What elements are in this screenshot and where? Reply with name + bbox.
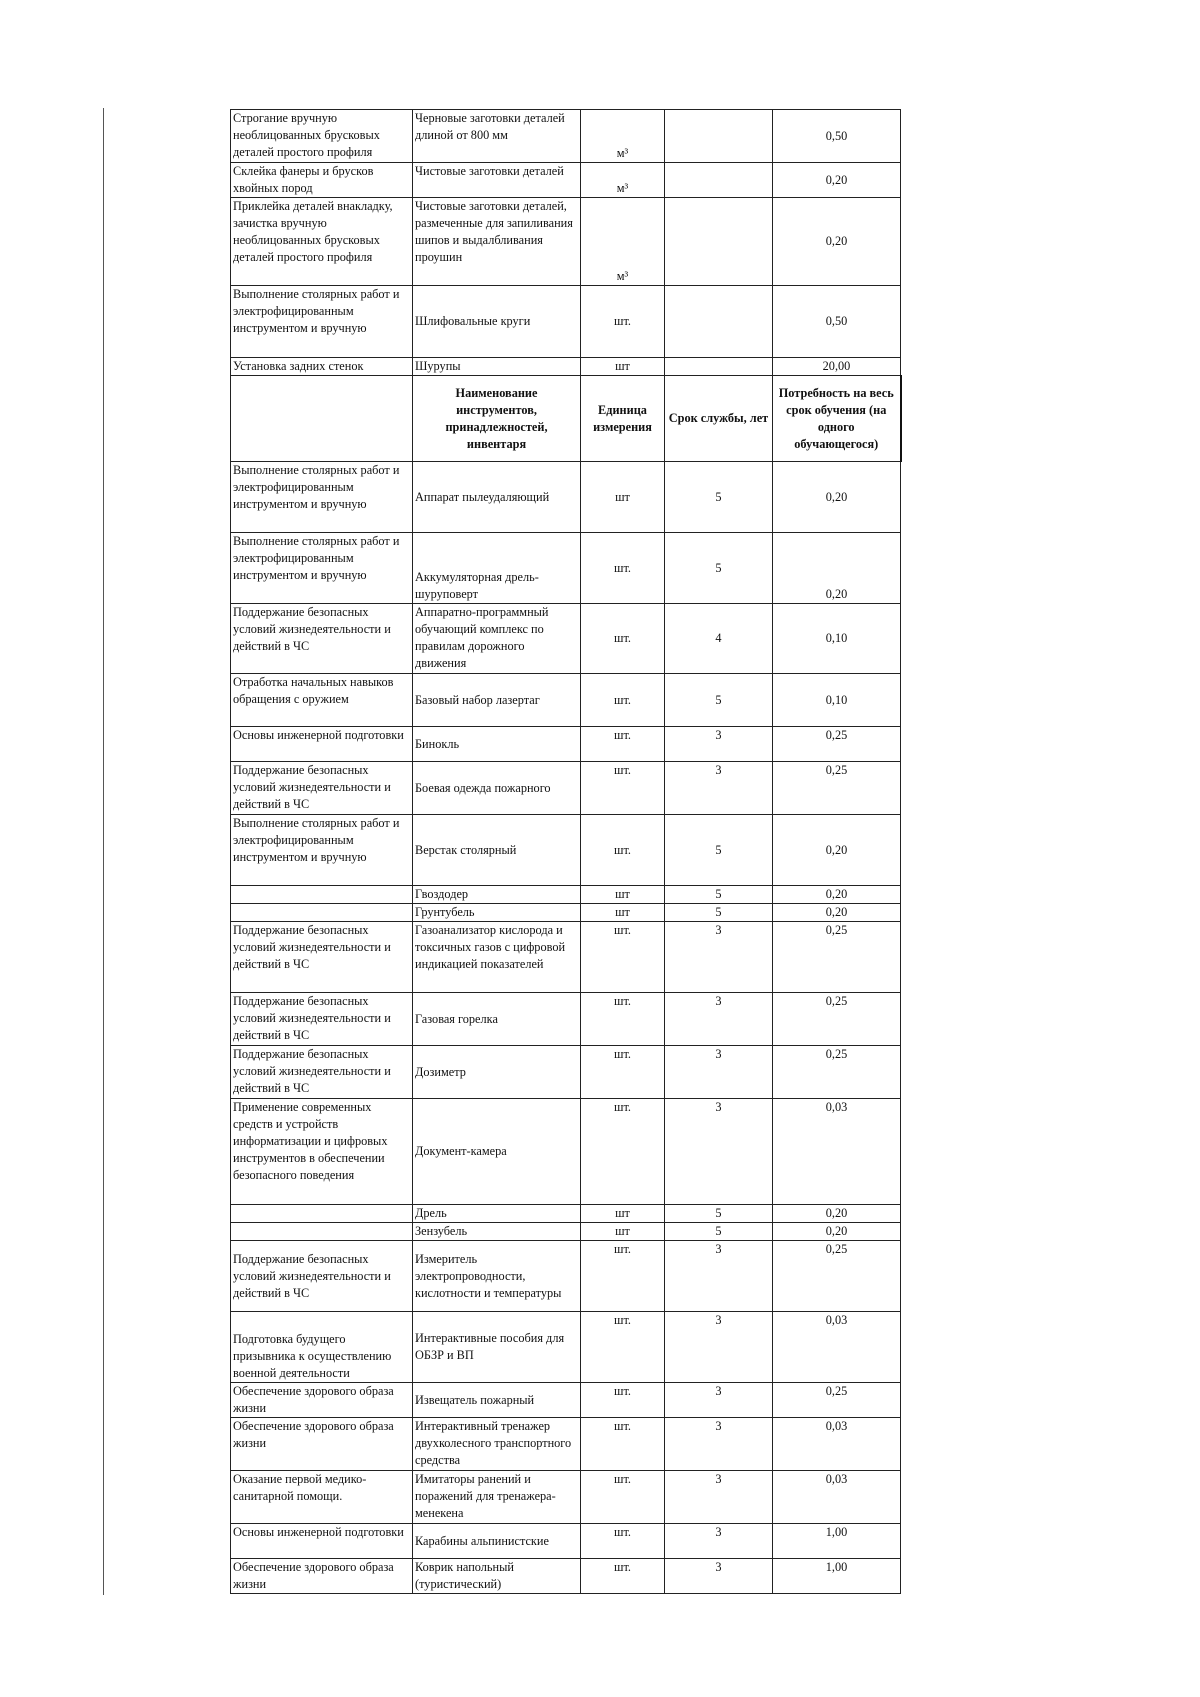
table-row — [231, 358, 901, 376]
item-cell: Шлифовальные круги — [413, 286, 581, 358]
activity-cell: Подготовка будущего призывника к осуществлению военной деятельности — [231, 1312, 413, 1383]
table-row — [231, 904, 901, 922]
table-row — [231, 1471, 901, 1524]
need-cell: 20,00 — [773, 358, 901, 376]
unit-cell: шт. — [581, 533, 665, 604]
table-row — [231, 1223, 901, 1241]
table-row — [231, 1418, 901, 1471]
item-cell: Интерактивный тренажер двухколесного транспортного средства — [413, 1418, 581, 1471]
item-cell: Карабины альпинистские — [413, 1524, 581, 1559]
header-need: Потребность на весь срок обучения (на одного обучающегося) — [773, 376, 901, 462]
unit-cell: м³ — [581, 198, 665, 286]
unit-cell: шт. — [581, 1312, 665, 1383]
item-cell: Бинокль — [413, 727, 581, 762]
table-row — [231, 533, 901, 604]
need-cell: 0,20 — [773, 1205, 901, 1223]
need-cell: 0,03 — [773, 1099, 901, 1205]
item-cell: Базовый набор лазертаг — [413, 674, 581, 727]
need-cell: 0,20 — [773, 462, 901, 533]
need-cell: 0,25 — [773, 993, 901, 1046]
activity-cell: Поддержание безопасных условий жизнедеятельности и действий в ЧС — [231, 993, 413, 1046]
unit-cell: шт — [581, 462, 665, 533]
activity-cell — [231, 904, 413, 922]
activity-cell — [231, 886, 413, 904]
activity-cell: Выполнение столярных работ и электрофицированным инструментом и вручную — [231, 815, 413, 886]
life-cell: 5 — [665, 674, 773, 727]
table-row — [231, 815, 901, 886]
equipment-table — [230, 109, 902, 1594]
header-unit: Единица измерения — [581, 376, 665, 462]
activity-cell: Выполнение столярных работ и электрофицированным инструментом и вручную — [231, 533, 413, 604]
life-cell: 4 — [665, 604, 773, 674]
item-cell: Документ-камера — [413, 1099, 581, 1205]
item-cell: Коврик напольный (туристический) — [413, 1559, 581, 1594]
unit-cell: шт. — [581, 727, 665, 762]
item-cell: Гвоздодер — [413, 886, 581, 904]
life-cell — [665, 110, 773, 163]
unit-cell: шт — [581, 1223, 665, 1241]
activity-cell: Основы инженерной подготовки — [231, 727, 413, 762]
table-row — [231, 674, 901, 727]
table-row — [231, 993, 901, 1046]
unit-cell: шт. — [581, 1241, 665, 1312]
unit-cell: шт. — [581, 286, 665, 358]
unit-cell: шт. — [581, 1559, 665, 1594]
need-cell: 0,25 — [773, 762, 901, 815]
life-cell: 3 — [665, 922, 773, 993]
activity-cell: Склейка фанеры и брусков хвойных пород — [231, 163, 413, 198]
need-cell: 1,00 — [773, 1524, 901, 1559]
item-cell: Аппарат пылеудаляющий — [413, 462, 581, 533]
activity-cell: Поддержание безопасных условий жизнедеятельности и действий в ЧС — [231, 1046, 413, 1099]
table-header-row — [231, 376, 901, 462]
item-cell: Газовая горелка — [413, 993, 581, 1046]
life-cell — [665, 286, 773, 358]
unit-cell: шт. — [581, 674, 665, 727]
item-cell: Чистовые заготовки деталей — [413, 163, 581, 198]
unit-cell: шт — [581, 1205, 665, 1223]
life-cell: 3 — [665, 1418, 773, 1471]
activity-cell: Поддержание безопасных условий жизнедеятельности и действий в ЧС — [231, 1241, 413, 1312]
life-cell: 3 — [665, 1046, 773, 1099]
table-row — [231, 1383, 901, 1418]
unit-cell: шт — [581, 358, 665, 376]
life-cell: 3 — [665, 993, 773, 1046]
life-cell — [665, 358, 773, 376]
item-cell: Боевая одежда пожарного — [413, 762, 581, 815]
item-cell: Черновые заготовки деталей длиной от 800 мм — [413, 110, 581, 163]
life-cell — [665, 163, 773, 198]
unit-cell: шт. — [581, 1099, 665, 1205]
header-empty-cell — [231, 376, 413, 462]
need-cell: 1,00 — [773, 1559, 901, 1594]
life-cell: 3 — [665, 1312, 773, 1383]
need-cell: 0,03 — [773, 1312, 901, 1383]
table-row — [231, 1205, 901, 1223]
unit-cell: шт — [581, 886, 665, 904]
unit-cell: шт. — [581, 604, 665, 674]
need-cell: 0,20 — [773, 886, 901, 904]
activity-cell: Отработка начальных навыков обращения с оружием — [231, 674, 413, 727]
need-cell: 0,50 — [773, 110, 901, 163]
need-cell: 0,03 — [773, 1418, 901, 1471]
item-cell: Аккумуляторная дрель-шуруповерт — [413, 533, 581, 604]
unit-cell: м³ — [581, 110, 665, 163]
item-cell: Измеритель электропроводности, кислотности и температуры — [413, 1241, 581, 1312]
activity-cell: Обеспечение здорового образа жизни — [231, 1559, 413, 1594]
life-cell — [665, 198, 773, 286]
unit-cell: шт. — [581, 762, 665, 815]
need-cell: 0,20 — [773, 533, 901, 604]
item-cell: Газоанализатор кислорода и токсичных газов с цифровой индикацией показателей — [413, 922, 581, 993]
item-cell: Аппаратно-программный обучающий комплекс по правилам дорожного движения — [413, 604, 581, 674]
table-row — [231, 604, 901, 674]
table-row — [231, 762, 901, 815]
activity-cell — [231, 1223, 413, 1241]
need-cell: 0,50 — [773, 286, 901, 358]
activity-cell: Поддержание безопасных условий жизнедеятельности и действий в ЧС — [231, 604, 413, 674]
life-cell: 3 — [665, 1099, 773, 1205]
unit-cell: шт. — [581, 1524, 665, 1559]
life-cell: 3 — [665, 1524, 773, 1559]
activity-cell: Обеспечение здорового образа жизни — [231, 1418, 413, 1471]
need-cell: 0,25 — [773, 1383, 901, 1418]
activity-cell: Применение современных средств и устройств информатизации и цифровых инструментов в обеспечении безопасного поведения — [231, 1099, 413, 1205]
activity-cell: Поддержание безопасных условий жизнедеятельности и действий в ЧС — [231, 922, 413, 993]
table-row — [231, 1241, 901, 1312]
table-row — [231, 1524, 901, 1559]
table-row — [231, 462, 901, 533]
need-cell: 0,25 — [773, 922, 901, 993]
item-cell: Имитаторы ранений и поражений для тренажера-менекена — [413, 1471, 581, 1524]
life-cell: 5 — [665, 1205, 773, 1223]
left-margin-line — [103, 108, 104, 1595]
item-cell: Интерактивные пособия для ОБЗР и ВП — [413, 1312, 581, 1383]
item-cell: Дрель — [413, 1205, 581, 1223]
item-cell: Шурупы — [413, 358, 581, 376]
item-cell: Извещатель пожарный — [413, 1383, 581, 1418]
item-cell: Чистовые заготовки деталей, размеченные для запиливания шипов и выдалбливания проушин — [413, 198, 581, 286]
table-row — [231, 1099, 901, 1205]
item-cell: Верстак столярный — [413, 815, 581, 886]
life-cell: 3 — [665, 1383, 773, 1418]
header-name: Наименование инструментов, принадлежностей, инвентаря — [413, 376, 581, 462]
table-row — [231, 1046, 901, 1099]
unit-cell: м³ — [581, 163, 665, 198]
table-row — [231, 886, 901, 904]
unit-cell: шт. — [581, 1383, 665, 1418]
need-cell: 0,20 — [773, 1223, 901, 1241]
life-cell: 3 — [665, 762, 773, 815]
life-cell: 3 — [665, 1241, 773, 1312]
activity-cell: Приклейка деталей внакладку, зачистка вручную необлицованных брусковых деталей простого профиля — [231, 198, 413, 286]
activity-cell: Установка задних стенок — [231, 358, 413, 376]
table-row — [231, 198, 901, 286]
life-cell: 3 — [665, 1471, 773, 1524]
activity-cell: Основы инженерной подготовки — [231, 1524, 413, 1559]
table-row — [231, 110, 901, 163]
need-cell: 0,03 — [773, 1471, 901, 1524]
table-row — [231, 922, 901, 993]
table-row — [231, 286, 901, 358]
need-cell: 0,25 — [773, 727, 901, 762]
activity-cell: Выполнение столярных работ и электрофицированным инструментом и вручную — [231, 462, 413, 533]
life-cell: 5 — [665, 815, 773, 886]
life-cell: 5 — [665, 462, 773, 533]
table-row — [231, 727, 901, 762]
activity-cell: Поддержание безопасных условий жизнедеятельности и действий в ЧС — [231, 762, 413, 815]
unit-cell: шт. — [581, 1471, 665, 1524]
unit-cell: шт. — [581, 815, 665, 886]
life-cell: 3 — [665, 1559, 773, 1594]
life-cell: 3 — [665, 727, 773, 762]
need-cell: 0,10 — [773, 674, 901, 727]
header-life: Срок службы, лет — [665, 376, 773, 462]
unit-cell: шт. — [581, 922, 665, 993]
need-cell: 0,25 — [773, 1241, 901, 1312]
life-cell: 5 — [665, 1223, 773, 1241]
item-cell: Грунтубель — [413, 904, 581, 922]
activity-cell — [231, 1205, 413, 1223]
need-cell: 0,20 — [773, 815, 901, 886]
unit-cell: шт. — [581, 1046, 665, 1099]
activity-cell: Строгание вручную необлицованных брусковых деталей простого профиля — [231, 110, 413, 163]
item-cell: Дозиметр — [413, 1046, 581, 1099]
need-cell: 0,25 — [773, 1046, 901, 1099]
unit-cell: шт. — [581, 993, 665, 1046]
life-cell: 5 — [665, 533, 773, 604]
need-cell: 0,20 — [773, 904, 901, 922]
need-cell: 0,10 — [773, 604, 901, 674]
table-row — [231, 163, 901, 198]
activity-cell: Выполнение столярных работ и электрофицированным инструментом и вручную — [231, 286, 413, 358]
life-cell: 5 — [665, 904, 773, 922]
item-cell: Зензубель — [413, 1223, 581, 1241]
unit-cell: шт. — [581, 1418, 665, 1471]
need-cell: 0,20 — [773, 163, 901, 198]
activity-cell: Обеспечение здорового образа жизни — [231, 1383, 413, 1418]
unit-cell: шт — [581, 904, 665, 922]
table-row — [231, 1559, 901, 1594]
table-row — [231, 1312, 901, 1383]
need-cell: 0,20 — [773, 198, 901, 286]
life-cell: 5 — [665, 886, 773, 904]
activity-cell: Оказание первой медико-санитарной помощи. — [231, 1471, 413, 1524]
